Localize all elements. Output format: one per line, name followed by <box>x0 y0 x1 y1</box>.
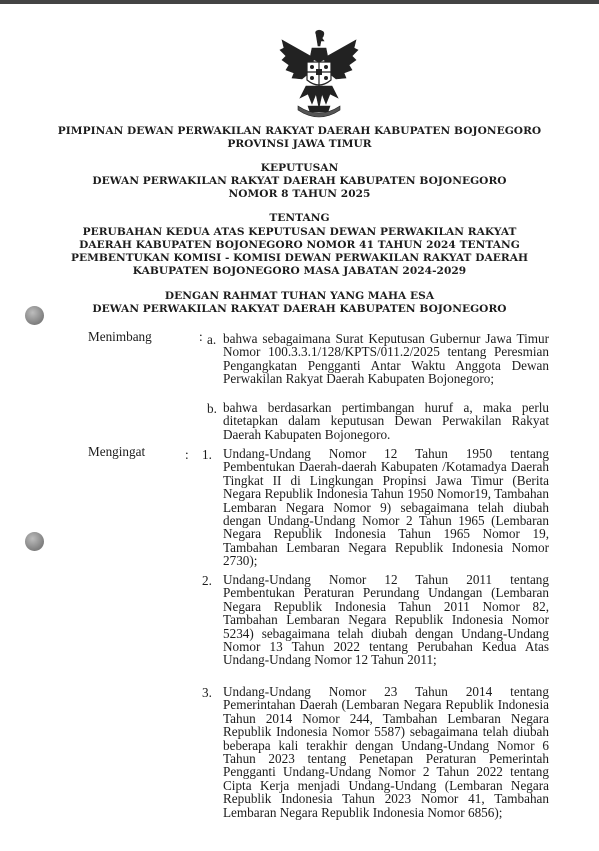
mengingat-label: Mengingat <box>88 444 146 459</box>
decision-number: NOMOR 8 TAHUN 2025 <box>228 188 371 200</box>
menimbang-item: bahwa sebagaimana Surat Keputusan Gubernur Jawa Timur Nomor 100.3.3.1/128/KPTS/011.2/2025 tentang Peresmian Pengangkatan Pengganti Antar Waktu Anggota Dewan Perwakilan Rakyat Daerah Kabupaten Bojonegoro; <box>223 331 549 387</box>
decision-issuer: DEWAN PERWAKILAN RAKYAT DAERAH KABUPATEN BOJONEGORO <box>92 175 507 187</box>
mengingat-marker: 2. <box>202 573 212 588</box>
invocation-line-2: DEWAN PERWAKILAN RAKYAT DAERAH KABUPATEN BOJONEGORO <box>92 303 507 315</box>
mengingat-item: Undang-Undang Nomor 12 Tahun 1950 tentang Pembentukan Daerah-daerah Kabupaten /Kotamadya Daerah Tingkat II di Lingkungan Propinsi Jawa Timur (Berita Negara Republik Indonesia Tahun 1950 Nomor19, Tambahan Lembaran Negara Nomor 9) sebagaimana telah diubah dengan Undang-Undang Nomor 2 Tahun 1965 (Lembaran Negara Republik Indonesia Tahun 1965 Nomor 19, Tambahan Lembaran Negara Republik Indonesia Nomor 2730); <box>223 446 549 569</box>
subject-line: PERUBAHAN KEDUA ATAS KEPUTUSAN DEWAN PERWAKILAN RAKYAT <box>82 226 517 238</box>
invocation-line-1: DENGAN RAHMAT TUHAN YANG MAHA ESA <box>164 290 435 302</box>
mengingat-colon: : <box>185 447 189 462</box>
subject-line: KABUPATEN BOJONEGORO MASA JABATAN 2024-2029 <box>132 265 467 277</box>
header-line-2: PROVINSI JAWA TIMUR <box>227 138 372 150</box>
mengingat-item: Undang-Undang Nomor 23 Tahun 2014 tentang Pemerintahan Daerah (Lembaran Negara Republik Indonesia Tahun 2014 Nomor 244, Tambahan Lembaran Negara Republik Indonesia Nomor 5587) sebagaimana telah diubah beberapa kali terakhir dengan Undang-Undang Nomor 6 Tahun 2023 tentang Penetapan Peraturan Pemerintah Pengganti Undang-Undang Nomor 2 Tahun 2022 tentang Cipta Kerja menjadi Undang-Undang (Lembaran Negara Republik Indonesia Tahun 2023 Nomor 41, Tambahan Lembaran Negara Republik Indonesia Nomor 6856); <box>223 684 549 820</box>
subject-line: DAERAH KABUPATEN BOJONEGORO NOMOR 41 TAHUN 2024 TENTANG <box>79 239 520 251</box>
header-line-1: PIMPINAN DEWAN PERWAKILAN RAKYAT DAERAH KABUPATEN BOJONEGORO <box>57 125 542 137</box>
menimbang-marker: b. <box>207 401 217 416</box>
decision-title: KEPUTUSAN <box>260 162 339 174</box>
garuda-emblem-icon <box>278 28 360 120</box>
mengingat-marker: 3. <box>202 685 212 700</box>
menimbang-item: bahwa berdasarkan pertimbangan huruf a, maka perlu ditetapkan dalam keputusan Dewan Perwakilan Rakyat Daerah Kabupaten Bojonegoro. <box>223 400 549 442</box>
subject-line: PEMBENTUKAN KOMISI - KOMISI DEWAN PERWAKILAN RAKYAT DAERAH <box>70 252 529 264</box>
mengingat-item: Undang-Undang Nomor 12 Tahun 2011 tentang Pembentukan Peraturan Perundang Undangan (Lembaran Negara Republik Indonesia Tahun 2011 Nomor 82, Tambahan Lembaran Negara Republik Indonesia Nomor 5234) sebagaimana telah diubah dengan Undang-Undang Nomor 13 Tahun 2022 tentang Perubahan Kedua Atas Undang-Undang Nomor 12 Tahun 2011; <box>223 572 549 668</box>
scan-top-edge <box>0 0 599 4</box>
menimbang-marker: a. <box>207 332 217 347</box>
subject-label: TENTANG <box>269 212 330 224</box>
menimbang-colon: : <box>199 329 203 344</box>
mengingat-marker: 1. <box>202 447 212 462</box>
binder-hole-icon <box>25 532 44 551</box>
menimbang-label: Menimbang <box>88 329 152 344</box>
